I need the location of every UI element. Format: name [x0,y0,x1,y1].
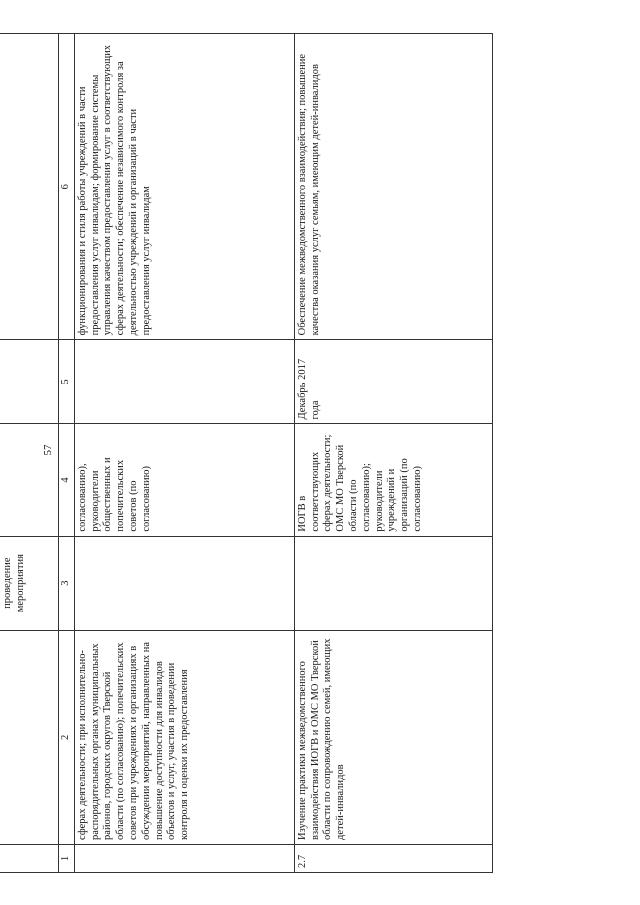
column-number: 6 [59,34,75,340]
column-number: 3 [59,536,75,630]
header-name [0,630,59,844]
responsible-executors: ИОГВ в соответствующих сферах деятельности; ОМС МО Тверской области (по согласованию); руководители учреждений и организаций (по согласованию) [294,424,492,536]
implementation-term: Декабрь 2017 года [294,340,492,424]
measures-table [0,33,493,873]
table-row [74,34,294,873]
column-number: 5 [59,340,75,424]
table-row [294,34,492,873]
header-term [0,340,59,424]
table-wrapper [0,33,505,873]
expected-result: Обеспечение межведомственного взаимодействия; повышение качества оказания услуг семьям, имеющим детей-инвалидов [294,34,492,340]
column-number: 1 [59,844,75,872]
legal-act [294,536,492,630]
header-legal-act: проведение мероприятия [0,536,59,630]
measure-name: Изучение практики межведомственного взаимодействия ИОГВ и ОМС МО Тверской области по сопровождению семей, имеющих детей-инвалидов [294,630,492,844]
header-responsible [0,424,59,536]
column-number-row [59,34,75,873]
measure-name: сферах деятельности; при исполнительно-распорядительных органах муниципальных районов, городских округов Тверской области (по согласованию); попечительских советов при учреждениях и организациях в обсуждении мероприятий, направленных на повышение доступности для инвалидов объектов и услуг, участия в проведении контроля и оценки их предоставления [74,630,294,844]
expected-result: функционирования и стиля работы учреждений в части предоставления услуг инвалидам; формирование системы управления качеством предоставления услуг в соответствующих сферах деятельности; обеспечение независимого контроля за деятельностью учреждений и организаций в части предоставления услуг инвалидам [74,34,294,340]
table-header-row [0,34,59,873]
column-number: 4 [59,424,75,536]
header-result [0,34,59,340]
responsible-executors: согласованию), руководители общественных и попечительских советов (по согласованию) [74,424,294,536]
implementation-term [74,340,294,424]
legal-act [74,536,294,630]
header-number [0,844,59,872]
column-number: 2 [59,630,75,844]
row-number: 2.7 [294,844,492,872]
page-number: 57 [42,444,54,456]
row-number [74,844,294,872]
